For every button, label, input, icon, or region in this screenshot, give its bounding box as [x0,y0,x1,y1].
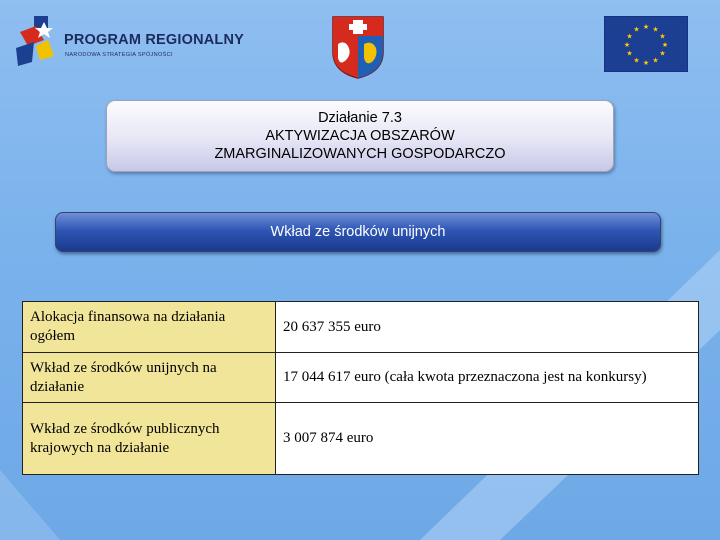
svg-text:★: ★ [623,41,631,49]
svg-text:★: ★ [633,56,640,65]
row-label-eu-contribution: Wkład ze środków unijnych na działanie [23,353,276,403]
table-row [23,302,699,353]
action-title-line-2: ZMARGINALIZOWANYCH GOSPODARCZO [214,146,506,162]
banner-label: Wkład ze środków unijnych [270,224,446,240]
row-value-national-contribution: 3 007 874 euro [276,403,699,475]
svg-text:★: ★ [652,25,659,34]
program-regionalny-logo [14,12,254,74]
eu-flag-icon [604,16,688,72]
program-logo-subtitle: NARODOWA STRATEGIA SPÓJNOŚCI [65,52,173,58]
svg-text:★: ★ [626,49,633,58]
eu-contribution-banner [55,212,661,252]
table-row [23,353,699,403]
svg-text:★: ★ [659,49,666,58]
row-value-eu-contribution: 17 044 617 euro (cała kwota przeznaczona jest na konkursy) [276,353,699,403]
svg-text:★: ★ [659,32,666,41]
funding-table [22,301,699,475]
program-logo-title: PROGRAM REGIONALNY [64,32,245,48]
action-title-box [106,100,614,172]
coat-of-arms-icon [330,14,386,80]
svg-text:★: ★ [626,32,633,41]
row-label-national-contribution: Wkład ze środków publicznych krajowych na działanie [23,403,276,475]
svg-text:★: ★ [642,59,650,67]
action-title-line-1: AKTYWIZACJA OBSZARÓW [265,128,455,144]
svg-text:★: ★ [661,41,669,49]
action-number: Działanie 7.3 [318,110,402,126]
svg-text:★: ★ [642,23,650,31]
svg-text:★: ★ [633,25,640,34]
svg-text:★: ★ [652,56,659,65]
program-regionalny-emblem-icon [14,12,62,72]
table-row [23,403,699,475]
row-label-total-allocation: Alokacja finansowa na działania ogółem [23,302,276,353]
row-value-total-allocation: 20 637 355 euro [276,302,699,353]
